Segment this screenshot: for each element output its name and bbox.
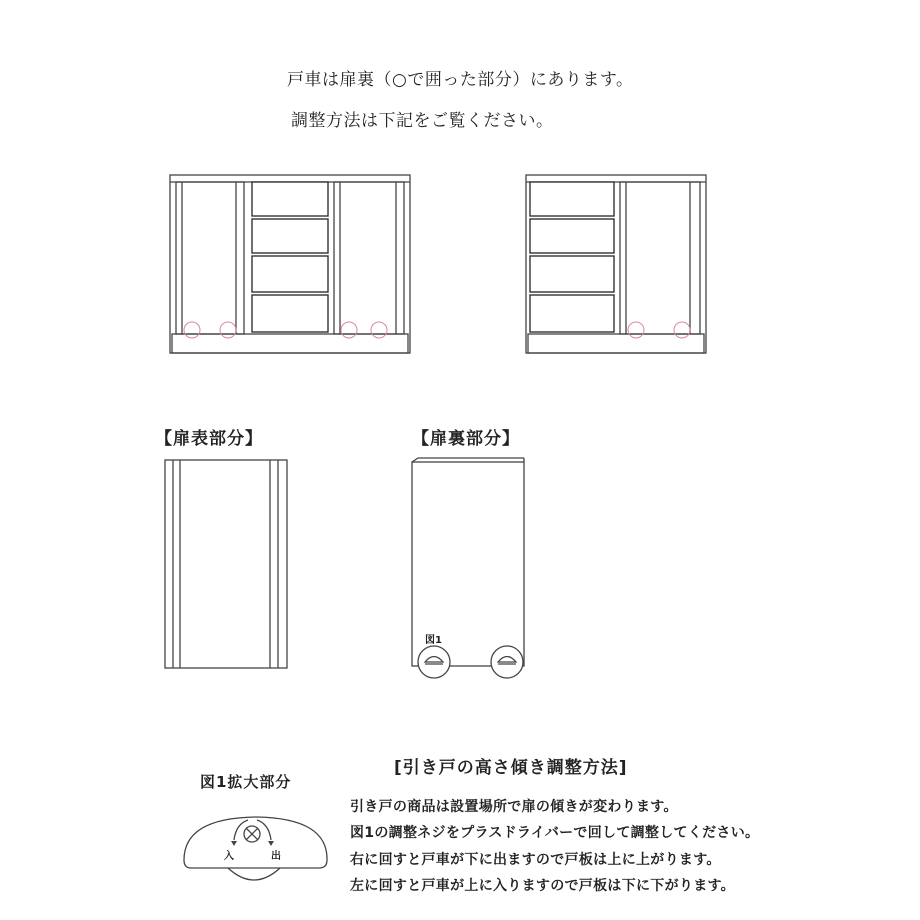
intro-line-1: 戸車は扉裏（○で囲った部分）にあります。 — [287, 70, 634, 90]
cabinet-one-door — [526, 175, 706, 353]
roller-housing — [184, 817, 327, 868]
door-back-heading: 【扉裏部分】 — [412, 429, 520, 449]
drawer-1 — [252, 182, 328, 216]
drawer-4 — [252, 295, 328, 332]
out-label: 出 — [271, 851, 281, 862]
in-label: 入 — [224, 851, 234, 862]
fig1-zoom-heading: 図1拡大部分 — [200, 773, 292, 791]
roller-marker — [220, 322, 236, 338]
right-sliding-door — [334, 182, 404, 334]
door-front-heading: 【扉表部分】 — [155, 429, 263, 449]
roller-marker — [184, 322, 200, 338]
drawer-4 — [530, 295, 614, 332]
cabinet-two-doors — [170, 175, 410, 353]
method-line-2: 図1の調整ネジをプラスドライバーで回して調整してください。 — [350, 825, 760, 841]
sliding-door — [620, 182, 700, 334]
roller-left — [418, 646, 450, 678]
door-front-panel — [165, 460, 287, 668]
fig1-label: 図1 — [425, 635, 442, 646]
drawer-2 — [530, 219, 614, 253]
drawer-1 — [530, 182, 614, 216]
drawer-3 — [252, 256, 328, 292]
left-sliding-door — [176, 182, 244, 334]
roller-right — [491, 646, 523, 678]
drawer-3 — [530, 256, 614, 292]
rotate-left-arrow-icon — [234, 820, 248, 840]
fig1-zoom-drawing — [184, 817, 327, 880]
drawer-2 — [252, 219, 328, 253]
roller-marker — [628, 322, 644, 338]
method-title: [引き戸の高さ傾き調整方法] — [394, 758, 628, 778]
roller-marker — [371, 322, 387, 338]
roller-marker — [674, 322, 690, 338]
method-line-3: 右に回すと戸車が下に出ますので戸板は上に上がります。 — [350, 852, 721, 868]
door-front-drawing — [165, 460, 287, 668]
roller-marker — [341, 322, 357, 338]
method-line-4: 左に回すと戸車が上に入りますので戸板は下に下がります。 — [350, 878, 735, 894]
cabinet-plinth — [172, 334, 408, 353]
roller-wheel — [228, 868, 280, 880]
intro-line-2: 調整方法は下記をご覧ください。 — [291, 111, 554, 131]
method-line-1: 引き戸の商品は設置場所で扉の傾きが変わります。 — [350, 799, 678, 815]
